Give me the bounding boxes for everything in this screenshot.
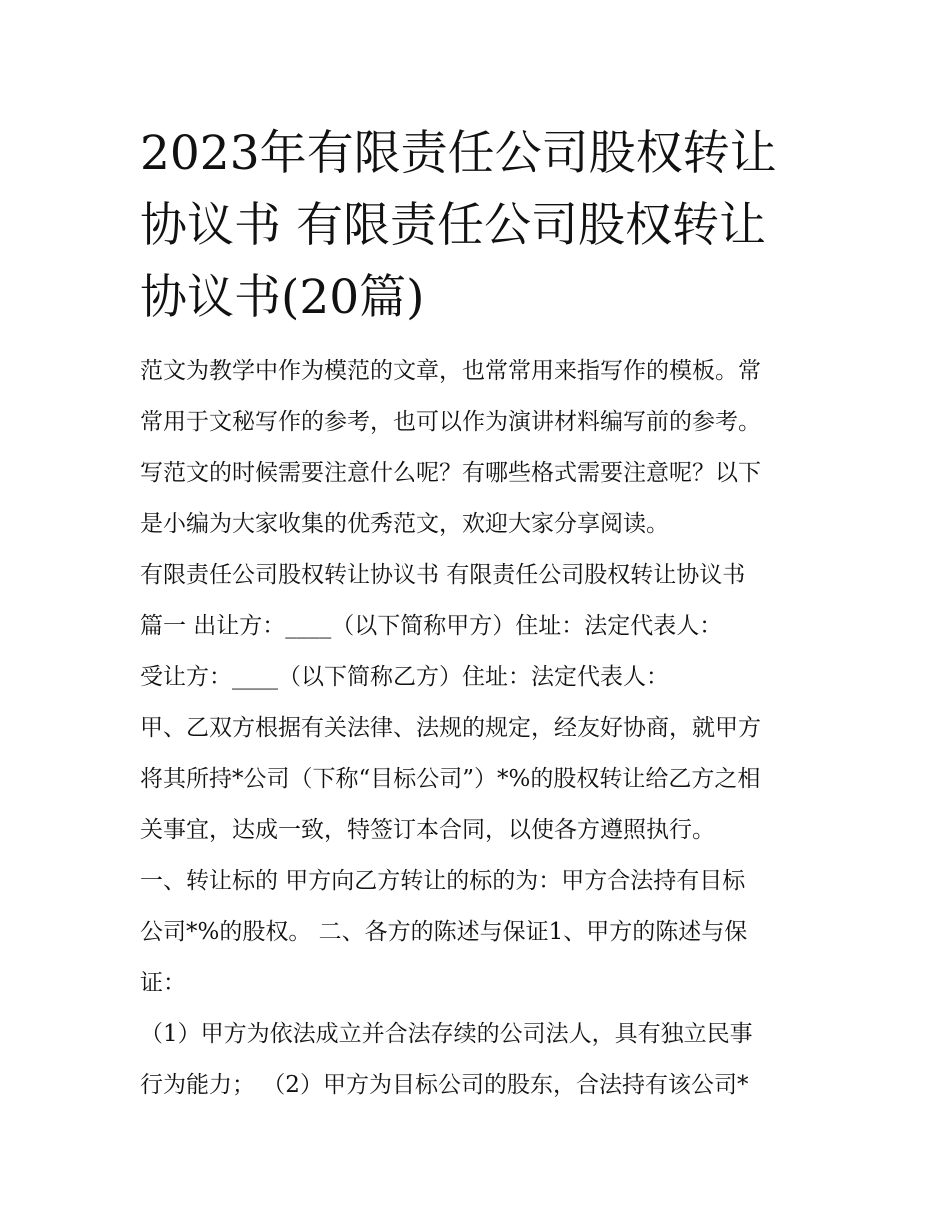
body-line: （1）甲方为依法成立并合法存续的公司法人，具有独立民事 [140,1021,753,1047]
body-line: 是小编为大家收集的优秀范文，欢迎大家分享阅读。 [140,511,669,537]
title-line-3: 协议书(20篇) [140,270,425,325]
body-line: 篇一 出让方：____（以下简称甲方）住址：法定代表人： [140,613,723,639]
body-line: 证： [140,970,186,996]
body-line: 将其所持*公司（下称“目标公司”）*%的股权转让给乙方之相 [140,766,761,792]
document-content [140,118,820,1111]
title-line-2: 协议书 有限责任公司股权转让 [140,198,766,253]
body-line: 写范文的时候需要注意什么呢？有哪些格式需要注意呢？以下 [140,460,761,486]
title-line-1: 2023年有限责任公司股权转让 [140,126,777,181]
body-line: 常用于文秘写作的参考，也可以作为演讲材料编写前的参考。 [140,409,761,435]
body-line: 范文为教学中作为模范的文章，也常常用来指写作的模板。常 [140,358,761,384]
body-line: 有限责任公司股权转让协议书 有限责任公司股权转让协议书 [140,562,746,588]
body-line: 一、转让标的 甲方向乙方转让的标的为：甲方合法持有目标 [140,868,746,894]
body-line: 受让方：____（以下简称乙方）住址：法定代表人： [140,664,669,690]
body-line: 关事宜，达成一致，特签订本合同，以使各方遵照执行。 [140,817,715,843]
body-line: 公司*%的股权。 二、各方的陈述与保证1、甲方的陈述与保 [140,919,748,945]
document-title [140,118,820,334]
body-line: 甲、乙双方根据有关法律、法规的规定，经友好协商，就甲方 [140,715,761,741]
body-line: 行为能力； （2）甲方为目标公司的股东，合法持有该公司* [140,1072,749,1098]
document-body [140,346,820,1111]
